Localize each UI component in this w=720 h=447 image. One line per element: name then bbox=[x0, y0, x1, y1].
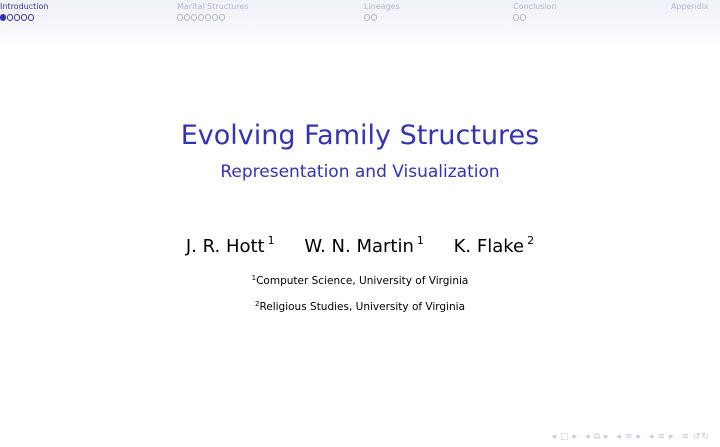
section-icon[interactable]: ≡ bbox=[657, 432, 666, 442]
prev-frame-icon[interactable]: ◂ bbox=[585, 432, 591, 442]
slide-dots[interactable] bbox=[364, 13, 400, 21]
author-list bbox=[0, 228, 720, 260]
slide-dots[interactable] bbox=[177, 13, 249, 21]
institution bbox=[0, 297, 720, 314]
affiliation-mark: 1 bbox=[416, 234, 424, 247]
prev-slide-icon[interactable]: ◂ bbox=[551, 432, 558, 442]
slide-dot[interactable] bbox=[219, 14, 225, 20]
prev-subsection-icon[interactable]: ◂ bbox=[616, 432, 622, 442]
nav-section-conclusion[interactable] bbox=[513, 2, 557, 21]
next-frame-icon[interactable]: ▸ bbox=[603, 432, 610, 442]
slide-dot[interactable] bbox=[198, 14, 204, 20]
slide-dot[interactable] bbox=[513, 14, 519, 20]
institution-mark: 1 bbox=[251, 274, 257, 282]
beamer-navigation-symbols bbox=[549, 432, 710, 442]
nav-section-label: Marital Structures bbox=[177, 2, 249, 11]
affiliation-mark: 2 bbox=[527, 234, 535, 247]
section-navigation-bar bbox=[0, 0, 720, 48]
slide-dot[interactable] bbox=[212, 14, 218, 20]
author bbox=[186, 236, 275, 257]
slide-dot[interactable] bbox=[205, 14, 211, 20]
slide-dot[interactable] bbox=[184, 14, 190, 20]
nav-section-lineages[interactable] bbox=[364, 2, 400, 21]
slide-title: Evolving Family Structures bbox=[180, 120, 540, 151]
institution-text: Religious Studies, University of Virginia bbox=[259, 301, 466, 313]
slide-dots[interactable] bbox=[513, 13, 557, 21]
slide-icon[interactable]: □ bbox=[560, 432, 570, 442]
author-name: W. N. Martin bbox=[304, 236, 414, 257]
affiliation-mark: 1 bbox=[267, 234, 275, 247]
slide-dot-current[interactable] bbox=[0, 14, 6, 20]
slide-dot[interactable] bbox=[177, 14, 183, 20]
nav-section-label: Lineages bbox=[364, 2, 400, 11]
document-icon[interactable]: ≡ bbox=[681, 432, 690, 442]
slide-dot[interactable] bbox=[364, 14, 370, 20]
slide-dot[interactable] bbox=[520, 14, 526, 20]
institution-mark: 2 bbox=[254, 300, 260, 308]
next-subsection-icon[interactable]: ▸ bbox=[636, 432, 642, 442]
nav-section-introduction[interactable] bbox=[0, 2, 48, 21]
author-name: J. R. Hott bbox=[185, 236, 265, 257]
author bbox=[304, 236, 424, 257]
slide-dots[interactable] bbox=[0, 13, 48, 21]
institution-text: Computer Science, University of Virginia bbox=[256, 275, 469, 287]
subsection-icon[interactable]: ≡ bbox=[624, 432, 634, 442]
prev-section-icon[interactable]: ◂ bbox=[648, 432, 655, 442]
slide-dot[interactable] bbox=[7, 14, 13, 20]
frame-icon[interactable]: ⧉ bbox=[593, 432, 601, 442]
nav-section-label: Conclusion bbox=[513, 2, 557, 11]
nav-section-appendix[interactable] bbox=[671, 2, 709, 12]
slide-dot[interactable] bbox=[371, 14, 377, 20]
next-slide-icon[interactable]: ▸ bbox=[572, 432, 579, 442]
author-name: K. Flake bbox=[453, 236, 525, 257]
slide-dot[interactable] bbox=[21, 14, 27, 20]
slide-subtitle: Representation and Visualization bbox=[220, 162, 500, 182]
nav-section-label: Appendix bbox=[671, 2, 709, 11]
slide-dot[interactable] bbox=[28, 14, 34, 20]
nav-section-label: Introduction bbox=[0, 2, 49, 11]
next-section-icon[interactable]: ▸ bbox=[668, 432, 675, 442]
institution bbox=[0, 271, 720, 288]
slide-dot[interactable] bbox=[191, 14, 197, 20]
search-back-forward-icon[interactable]: ↺↻ bbox=[692, 432, 710, 442]
slide-dot[interactable] bbox=[14, 14, 20, 20]
nav-section-marital-structures[interactable] bbox=[177, 2, 249, 21]
author bbox=[454, 236, 535, 257]
